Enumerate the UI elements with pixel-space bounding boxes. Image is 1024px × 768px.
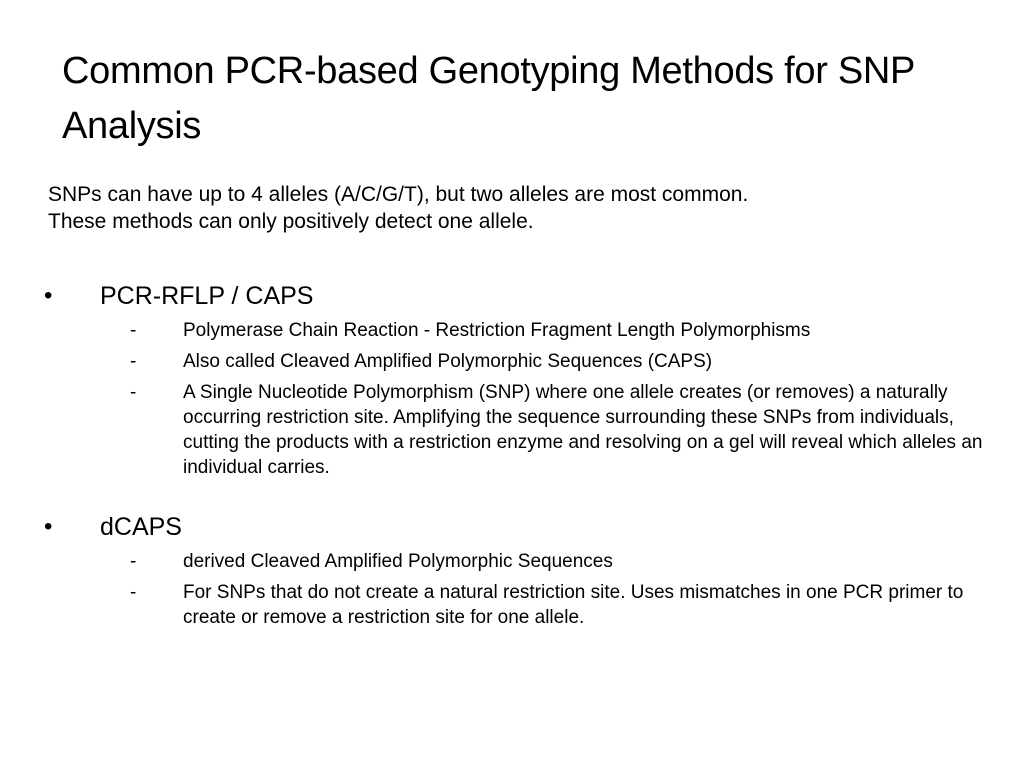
list-item [44, 349, 983, 374]
list-item-text: A Single Nucleotide Polymorphism (SNP) where one allele creates (or removes) a naturally occurring restriction site. Amplifying the sequence surrounding these SNPs from individuals, cutting the products with a restriction enzyme and resolving on a gel will reveal which alleles an individual carries. [183, 382, 983, 478]
bullet-icon: • [44, 282, 53, 309]
slide-title: Common PCR-based Genotyping Methods for SNP Analysis [62, 50, 915, 147]
list-item-text: Also called Cleaved Amplified Polymorphic Sequences (CAPS) [183, 351, 713, 372]
list-item [44, 549, 983, 574]
list-item [44, 580, 983, 630]
intro-text [48, 181, 988, 235]
dash-icon: - [130, 320, 137, 341]
bullet-label: PCR-RFLP / CAPS [100, 282, 314, 310]
intro-line-1: SNPs can have up to 4 alleles (A/C/G/T), but two alleles are most common. [48, 183, 749, 206]
dash-icon: - [130, 351, 137, 372]
intro-line-2: These methods can only positively detect one allele. [48, 210, 534, 233]
list-item-text: For SNPs that do not create a natural restriction site. Uses mismatches in one PCR primer to create or remove a restriction site for one allele. [183, 582, 964, 628]
bullet-label: dCAPS [100, 513, 182, 541]
dash-icon: - [130, 582, 137, 603]
dash-icon: - [130, 382, 137, 403]
dash-icon: - [130, 551, 137, 572]
bullet-icon: • [44, 513, 53, 540]
list-item-text: derived Cleaved Amplified Polymorphic Sequences [183, 551, 613, 572]
list-item [44, 380, 983, 480]
list-item [44, 318, 983, 343]
sub-list [44, 549, 984, 636]
sub-list [44, 318, 984, 486]
list-item-text: Polymerase Chain Reaction - Restriction Fragment Length Polymorphisms [183, 320, 811, 341]
